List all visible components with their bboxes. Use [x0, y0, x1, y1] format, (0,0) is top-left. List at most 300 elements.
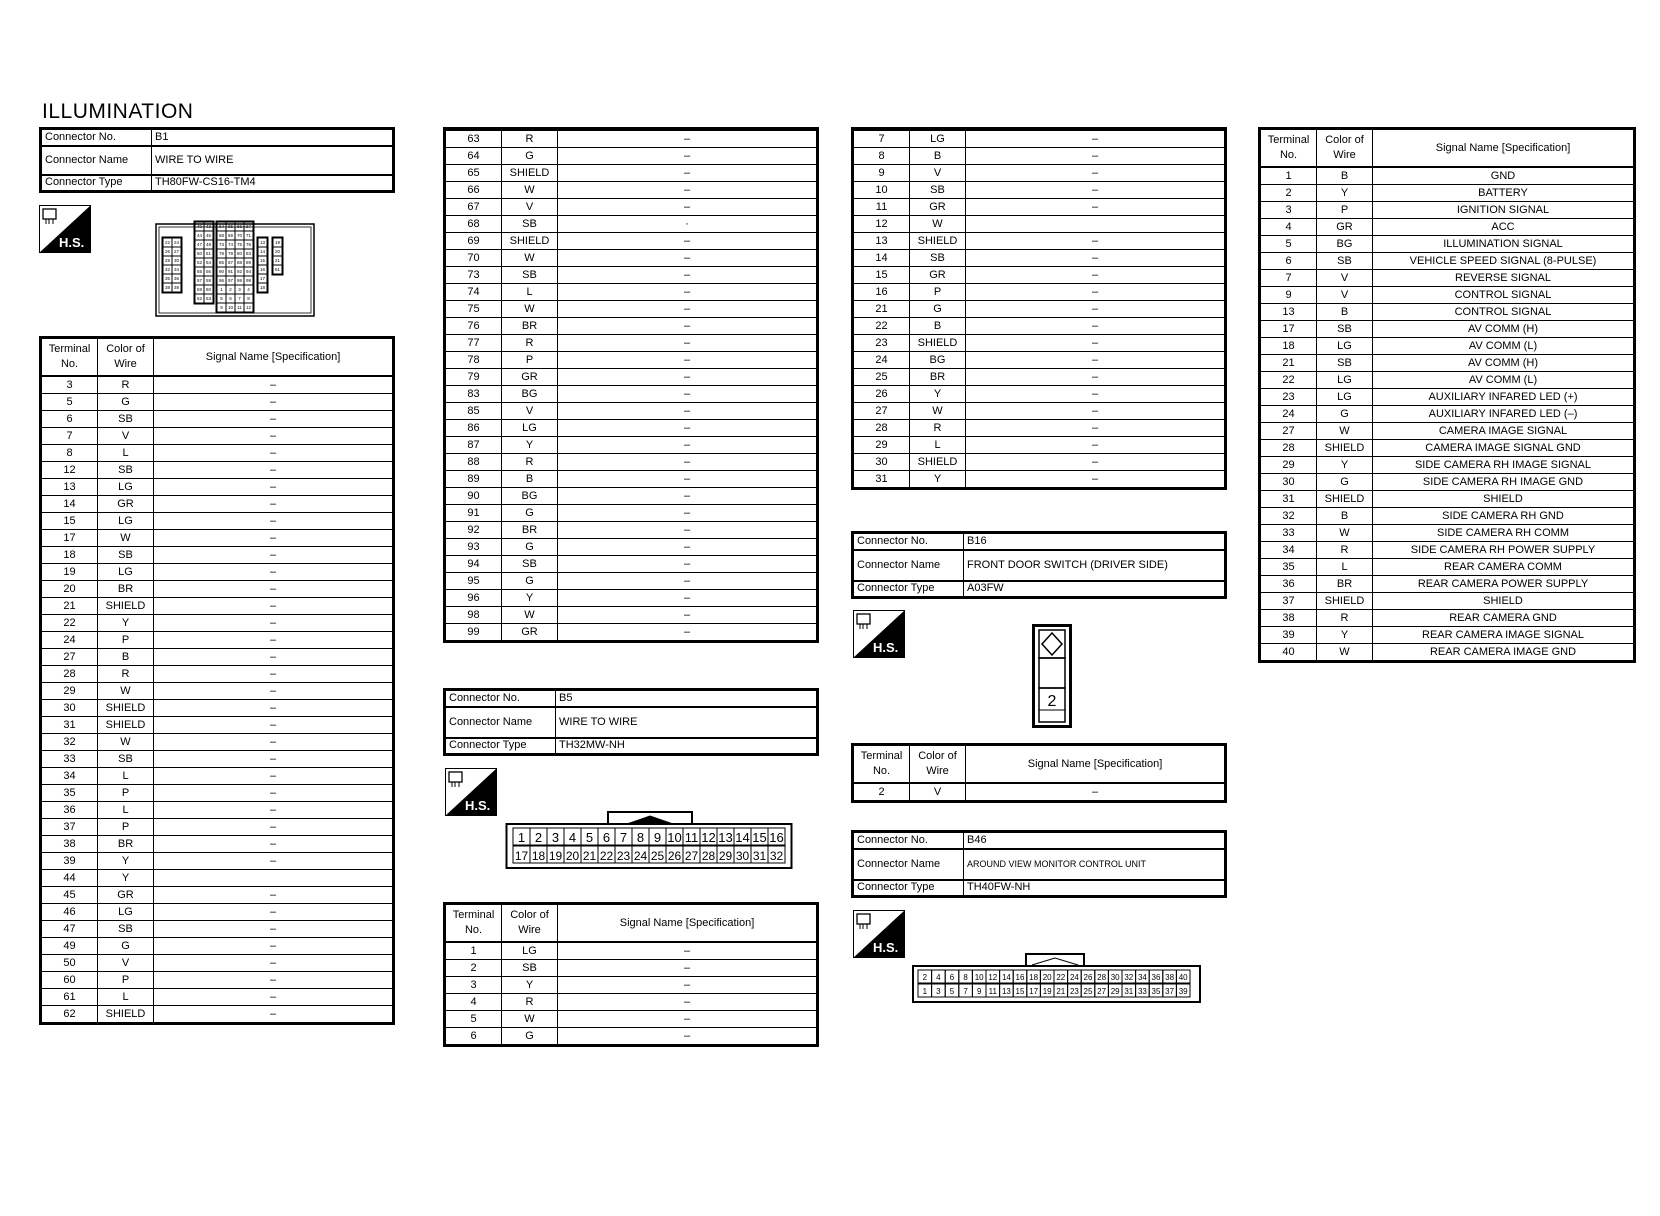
table-row — [42, 700, 393, 717]
terminal-no-cell: 47 — [42, 921, 98, 938]
table-row — [854, 437, 1225, 454]
terminal-no-cell: 67 — [446, 199, 502, 216]
table-row — [446, 148, 817, 165]
connector-type-value: TH32MW-NH — [556, 738, 817, 754]
table-row — [42, 819, 393, 836]
wire-color-cell: P — [98, 819, 154, 836]
signal-name-cell: – — [154, 445, 393, 462]
signal-name-cell: SIDE CAMERA RH IMAGE GND — [1373, 474, 1634, 491]
cavity-label: 20 — [274, 249, 281, 254]
terminal-no-cell: 66 — [446, 182, 502, 199]
wire-color-cell: W — [1317, 525, 1373, 542]
signal-name-cell: · — [558, 216, 817, 233]
wire-color-cell: V — [502, 199, 558, 216]
signal-name-header: Signal Name [Specification] — [154, 339, 393, 377]
table-row — [42, 870, 393, 887]
cavity-label: 36 — [173, 276, 180, 281]
color-of-wire-header: Color of Wire — [98, 339, 154, 377]
wire-color-cell: SB — [98, 921, 154, 938]
wire-color-cell: G — [98, 394, 154, 411]
terminal-no-cell: 5 — [42, 394, 98, 411]
harness-side-icon — [39, 205, 91, 253]
wire-color-cell: SB — [1317, 355, 1373, 372]
terminal-no-cell: 33 — [1261, 525, 1317, 542]
signal-name-cell: – — [154, 615, 393, 632]
cavity-label: 24 — [173, 240, 180, 245]
signal-name-cell: – — [154, 734, 393, 751]
wire-color-cell: SB — [502, 267, 558, 284]
cavity-label: 76 — [245, 242, 252, 247]
signal-name-cell: – — [966, 250, 1225, 267]
table-row — [446, 1028, 817, 1045]
table-row — [446, 301, 817, 318]
page-title: ILLUMINATION — [42, 100, 194, 123]
table-row — [42, 904, 393, 921]
wire-color-cell: B — [1317, 508, 1373, 525]
wire-color-cell: LG — [1317, 372, 1373, 389]
terminal-no-cell: 34 — [1261, 542, 1317, 559]
cavity-label: 17 — [1029, 987, 1039, 996]
terminal-no-cell: 7 — [854, 130, 910, 148]
table-row — [854, 130, 1225, 148]
terminal-no-cell: 9 — [854, 165, 910, 182]
terminal-no-cell: 69 — [446, 233, 502, 250]
terminal-no-cell: 12 — [42, 462, 98, 479]
signal-name-cell: – — [966, 130, 1225, 148]
connector-no-label: Connector No. — [854, 833, 964, 849]
cavity-label: 5 — [949, 987, 955, 996]
signal-name-cell: – — [558, 573, 817, 590]
table-row — [42, 428, 393, 445]
cavity-label: 18 — [531, 849, 546, 863]
cavity-label: 55 — [196, 269, 203, 274]
connector-no-value: B16 — [964, 534, 1225, 550]
cavity-label: 18 — [1029, 973, 1039, 982]
table-row — [42, 734, 393, 751]
signal-name-cell: – — [154, 376, 393, 394]
cavity-label: 10 — [974, 973, 984, 982]
table-row — [42, 717, 393, 734]
table-row — [446, 573, 817, 590]
connector-no-value: B1 — [152, 130, 393, 146]
terminal-no-cell: 30 — [1261, 474, 1317, 491]
table-row — [446, 250, 817, 267]
cavity-label: 1 — [517, 830, 526, 845]
table-row — [1261, 593, 1634, 610]
signal-name-cell: – — [154, 853, 393, 870]
cavity-label: 51 — [205, 251, 212, 256]
table-row — [42, 496, 393, 513]
signal-name-cell: – — [558, 165, 817, 182]
table-row — [446, 318, 817, 335]
table-row — [446, 335, 817, 352]
wire-color-cell: SB — [910, 250, 966, 267]
signal-name-cell: REVERSE SIGNAL — [1373, 270, 1634, 287]
wire-color-cell: V — [98, 428, 154, 445]
signal-name-cell: AV COMM (H) — [1373, 355, 1634, 372]
terminal-no-cell: 40 — [1261, 644, 1317, 661]
table-row — [446, 130, 817, 148]
cavity-label: 38 — [164, 285, 171, 290]
table-row — [854, 318, 1225, 335]
table-row — [854, 454, 1225, 471]
terminal-no-cell: 21 — [42, 598, 98, 615]
wire-color-cell: G — [502, 148, 558, 165]
color-of-wire-header: Color of Wire — [910, 746, 966, 784]
wire-color-cell: R — [502, 130, 558, 148]
wire-color-cell: BG — [910, 352, 966, 369]
wire-color-cell: SB — [1317, 253, 1373, 270]
signal-name-cell: – — [558, 301, 817, 318]
wire-color-cell: L — [98, 768, 154, 785]
cavity-label: 7 — [619, 830, 628, 845]
cavity-label: 13 — [259, 240, 266, 245]
hs-label: H.S. — [59, 235, 85, 250]
cavity-label: 7 — [238, 296, 241, 301]
cavity-label: 17 — [514, 849, 529, 863]
cavity-label: 18 — [259, 285, 266, 290]
table-row — [854, 420, 1225, 437]
table-row — [446, 386, 817, 403]
terminal-no-cell: 11 — [854, 199, 910, 216]
signal-name-cell: – — [558, 233, 817, 250]
cavity-label: 85 — [218, 260, 225, 265]
terminal-no-cell: 29 — [1261, 457, 1317, 474]
signal-name-cell: – — [154, 394, 393, 411]
table-row — [446, 471, 817, 488]
cavity-label: 1 — [922, 987, 928, 996]
terminal-no-cell: 32 — [42, 734, 98, 751]
table-row — [854, 165, 1225, 182]
table-row — [1261, 287, 1634, 304]
terminal-no-cell: 68 — [446, 216, 502, 233]
terminal-no-cell: 27 — [1261, 423, 1317, 440]
connector-info-b1 — [39, 127, 395, 193]
table-row — [446, 420, 817, 437]
table-row — [1261, 644, 1634, 661]
hs-label: H.S. — [873, 940, 899, 955]
terminal-no-cell: 85 — [446, 403, 502, 420]
signal-name-cell: – — [558, 335, 817, 352]
cavity-label: 96 — [218, 278, 225, 283]
wire-color-cell: B — [1317, 304, 1373, 321]
table-row — [1261, 253, 1634, 270]
signal-name-cell: BATTERY — [1373, 185, 1634, 202]
signal-name-cell: REAR CAMERA IMAGE GND — [1373, 644, 1634, 661]
signal-name-cell: – — [558, 352, 817, 369]
cavity-label: 73 — [218, 242, 225, 247]
table-row — [446, 165, 817, 182]
terminal-no-cell: 31 — [1261, 491, 1317, 508]
cavity-label: 16 — [259, 267, 266, 272]
wire-color-cell: SB — [98, 411, 154, 428]
table-row — [42, 666, 393, 683]
wire-color-cell: BG — [502, 488, 558, 505]
wire-color-cell: R — [1317, 542, 1373, 559]
table-row — [446, 216, 817, 233]
wire-color-cell: BR — [98, 836, 154, 853]
connector-name-label: Connector Name — [854, 550, 964, 581]
table-row — [854, 335, 1225, 352]
terminal-no-cell: 70 — [446, 250, 502, 267]
wire-color-cell: SHIELD — [98, 598, 154, 615]
signal-name-cell: – — [154, 462, 393, 479]
cavity-label: 6 — [229, 296, 232, 301]
connector-name-value: AROUND VIEW MONITOR CONTROL UNIT — [964, 849, 1225, 880]
signal-name-cell: SIDE CAMERA RH GND — [1373, 508, 1634, 525]
signal-name-cell: – — [966, 386, 1225, 403]
signal-name-cell: – — [154, 683, 393, 700]
signal-name-cell — [154, 870, 393, 887]
wire-color-cell: BR — [910, 369, 966, 386]
cavity-label: 40 — [1178, 973, 1188, 982]
terminal-no-cell: 96 — [446, 590, 502, 607]
terminal-no-cell: 12 — [854, 216, 910, 233]
cavity-label: 47 — [196, 242, 203, 247]
terminal-no-cell: 13 — [854, 233, 910, 250]
signal-name-cell: – — [966, 420, 1225, 437]
wire-color-cell: SB — [502, 556, 558, 573]
signal-name-cell: – — [966, 454, 1225, 471]
terminal-no-cell: 65 — [446, 165, 502, 182]
table-row — [1261, 576, 1634, 593]
cavity-label: 58 — [205, 278, 212, 283]
table-row — [446, 607, 817, 624]
cavity-label: 68 — [218, 233, 225, 238]
terminal-no-cell: 24 — [854, 352, 910, 369]
connector-no-label: Connector No. — [42, 130, 152, 146]
wire-color-cell: LG — [98, 479, 154, 496]
cavity-label: 59 — [196, 287, 203, 292]
cavity-label: 46 — [205, 233, 212, 238]
table-row — [42, 785, 393, 802]
cavity-label: 15 — [1015, 987, 1025, 996]
connector-name-label: Connector Name — [446, 707, 556, 738]
signal-name-cell: REAR CAMERA GND — [1373, 610, 1634, 627]
terminal-no-cell: 20 — [42, 581, 98, 598]
terminal-no-cell: 35 — [1261, 559, 1317, 576]
signal-name-cell: – — [154, 547, 393, 564]
cavity-label: 75 — [236, 242, 243, 247]
signal-name-cell: AUXILIARY INFARED LED (–) — [1373, 406, 1634, 423]
terminal-no-cell: 46 — [42, 904, 98, 921]
signal-name-cell: – — [154, 479, 393, 496]
signal-name-cell: – — [558, 250, 817, 267]
cavity-label: 39 — [173, 285, 180, 290]
table-row — [42, 683, 393, 700]
cavity-label: 25 — [1083, 987, 1093, 996]
signal-name-cell: – — [966, 165, 1225, 182]
table-row — [1261, 610, 1634, 627]
signal-name-cell: – — [154, 989, 393, 1006]
connector-no-label: Connector No. — [854, 534, 964, 550]
signal-name-cell: – — [154, 598, 393, 615]
signal-name-cell: – — [966, 199, 1225, 216]
wire-color-cell: SB — [502, 960, 558, 977]
cavity-label: 98 — [236, 278, 243, 283]
table-row — [42, 411, 393, 428]
table-row — [1261, 406, 1634, 423]
cavity-label: 26 — [1083, 973, 1093, 982]
table-row — [42, 938, 393, 955]
signal-name-cell: – — [966, 148, 1225, 165]
cavity-label: 92 — [236, 269, 243, 274]
terminal-no-cell: 36 — [1261, 576, 1317, 593]
table-row — [446, 994, 817, 1011]
terminal-no-cell: 31 — [854, 471, 910, 488]
table-row — [42, 768, 393, 785]
signal-name-cell: – — [558, 590, 817, 607]
wire-color-cell: GR — [502, 369, 558, 386]
cavity-label: 28 — [1097, 973, 1107, 982]
signal-name-cell: – — [966, 233, 1225, 250]
table-row — [446, 960, 817, 977]
signal-name-cell: GND — [1373, 167, 1634, 185]
cavity-label: 20 — [565, 849, 580, 863]
signal-name-cell: – — [558, 1011, 817, 1028]
cavity-label: 36 — [1151, 973, 1161, 982]
terminal-no-cell: 83 — [446, 386, 502, 403]
cavity-label: 26 — [667, 849, 682, 863]
table-row — [1261, 236, 1634, 253]
cavity-label: 11 — [237, 305, 242, 310]
table-row — [1261, 372, 1634, 389]
table-row — [1261, 440, 1634, 457]
signal-name-cell: – — [154, 1006, 393, 1023]
signal-name-cell: – — [966, 352, 1225, 369]
harness-side-icon — [853, 910, 905, 958]
cavity-label: 14 — [259, 249, 266, 254]
wire-color-cell: W — [98, 683, 154, 700]
connector-type-value: TH80FW-CS16-TM4 — [152, 175, 393, 191]
wire-color-cell: R — [1317, 610, 1373, 627]
table-row — [42, 972, 393, 989]
cavity-label: 22 — [164, 240, 171, 245]
terminal-no-cell: 9 — [1261, 287, 1317, 304]
cavity-label: 19 — [274, 240, 281, 245]
cavity-label: 71 — [245, 233, 252, 238]
terminal-no-cell: 98 — [446, 607, 502, 624]
terminal-no-cell: 13 — [42, 479, 98, 496]
terminal-no-cell: 28 — [854, 420, 910, 437]
terminal-no-cell: 4 — [1261, 219, 1317, 236]
wire-color-cell: GR — [98, 496, 154, 513]
table-row — [1261, 355, 1634, 372]
cavity-label: 31 — [752, 849, 767, 863]
wire-color-cell: W — [910, 403, 966, 420]
terminal-no-cell: 87 — [446, 437, 502, 454]
terminal-no-cell: 22 — [1261, 372, 1317, 389]
wire-color-cell: B — [910, 318, 966, 335]
terminal-no-cell: 45 — [42, 887, 98, 904]
terminal-no-cell: 1 — [446, 942, 502, 960]
connector-name-label: Connector Name — [854, 849, 964, 880]
table-row — [446, 624, 817, 641]
terminal-no-cell: 73 — [446, 267, 502, 284]
wire-color-cell: V — [502, 403, 558, 420]
wire-color-cell: L — [98, 989, 154, 1006]
signal-name-cell: – — [154, 955, 393, 972]
cavity-label: 3 — [936, 987, 941, 996]
cavity-label: 14 — [735, 830, 750, 845]
terminal-no-cell: 5 — [446, 1011, 502, 1028]
wire-color-cell: Y — [1317, 457, 1373, 474]
wire-color-cell: SHIELD — [910, 335, 966, 352]
terminal-table-b16 — [851, 743, 1227, 803]
wire-color-cell: LG — [1317, 389, 1373, 406]
cavity-label: 29 — [718, 849, 733, 863]
cavity-label: 30 — [735, 849, 750, 863]
wire-color-cell: GR — [910, 267, 966, 284]
cavity-label: 15 — [752, 830, 767, 845]
connector-b46-face-diagram — [912, 952, 1202, 1004]
wire-color-cell: W — [910, 216, 966, 233]
table-row — [854, 284, 1225, 301]
signal-name-cell: AV COMM (L) — [1373, 372, 1634, 389]
table-row — [446, 556, 817, 573]
wire-color-cell: Y — [1317, 185, 1373, 202]
signal-name-cell: – — [558, 420, 817, 437]
connector-b1-face-diagram — [155, 220, 315, 318]
terminal-no-cell: 35 — [42, 785, 98, 802]
terminal-no-cell: 94 — [446, 556, 502, 573]
terminal-no-cell: 17 — [42, 530, 98, 547]
table-row — [1261, 525, 1634, 542]
wire-color-cell: SB — [98, 751, 154, 768]
cavity-label: 60 — [205, 287, 212, 292]
signal-name-cell: REAR CAMERA IMAGE SIGNAL — [1373, 627, 1634, 644]
cavity-label: 16 — [769, 830, 784, 845]
cavity-label: 1 — [220, 287, 223, 292]
table-row — [446, 437, 817, 454]
cavity-label: 6 — [602, 830, 611, 845]
signal-name-cell: SHIELD — [1373, 491, 1634, 508]
terminal-no-cell: 39 — [1261, 627, 1317, 644]
connector-name-value: WIRE TO WIRE — [556, 707, 817, 738]
signal-name-cell: – — [154, 904, 393, 921]
cavity-label: 38 — [1165, 973, 1175, 982]
table-row — [446, 369, 817, 386]
connector-name-value: FRONT DOOR SWITCH (DRIVER SIDE) — [964, 550, 1225, 581]
terminal-no-cell: 61 — [42, 989, 98, 1006]
table-row — [446, 403, 817, 420]
wire-color-cell: R — [502, 454, 558, 471]
signal-name-cell: – — [966, 403, 1225, 420]
wire-color-cell: V — [910, 783, 966, 801]
signal-name-cell: AV COMM (H) — [1373, 321, 1634, 338]
table-row — [446, 522, 817, 539]
terminal-no-cell: 14 — [854, 250, 910, 267]
table-row — [854, 250, 1225, 267]
terminal-no-cell: 92 — [446, 522, 502, 539]
signal-name-cell: – — [558, 437, 817, 454]
table-row — [446, 488, 817, 505]
signal-name-cell: – — [558, 318, 817, 335]
terminal-no-cell: 76 — [446, 318, 502, 335]
signal-name-cell: – — [558, 182, 817, 199]
cavity-label: 94 — [245, 269, 252, 274]
wire-color-cell: W — [502, 607, 558, 624]
connector-b5-face-diagram — [505, 808, 793, 870]
wire-color-cell: SB — [98, 462, 154, 479]
wire-color-cell: SB — [1317, 321, 1373, 338]
terminal-no-cell: 86 — [446, 420, 502, 437]
wire-color-cell: R — [98, 666, 154, 683]
wire-color-cell: SHIELD — [502, 165, 558, 182]
table-row — [1261, 491, 1634, 508]
table-row — [42, 802, 393, 819]
signal-name-cell: REAR CAMERA COMM — [1373, 559, 1634, 576]
